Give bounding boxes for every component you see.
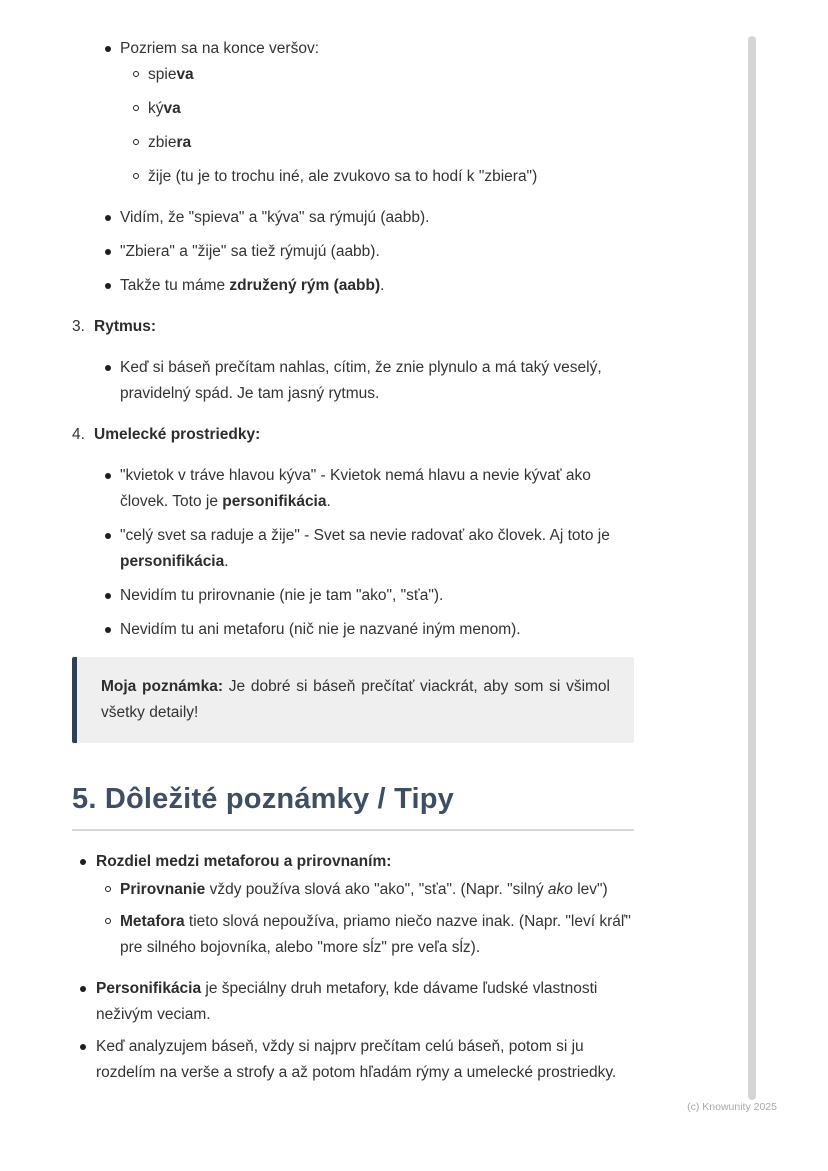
text-segment: spie	[148, 66, 177, 83]
bold-text: va	[163, 100, 181, 117]
circle-bullet-icon	[133, 173, 139, 179]
list-item-text: Nevidím tu prirovnanie (nie je tam "ako", "sťa").	[120, 587, 444, 604]
list-item-text: Keď si báseň prečítam nahlas, cítim, že znie plynulo a má taký veselý, pravidelný spád. Je tam jasný rytmus.	[120, 359, 602, 402]
bullet-icon	[80, 859, 86, 865]
list-item-analysis-workflow	[72, 1034, 634, 1086]
text-segment: .	[326, 493, 331, 510]
bullet-icon	[80, 986, 86, 992]
list-item-text	[148, 66, 194, 83]
italic-text: ako	[547, 881, 573, 898]
text-segment: zbie	[148, 134, 177, 151]
list-item-metaphor-definition	[72, 909, 634, 961]
bullet-icon	[105, 473, 111, 479]
list-item-personification-definition	[72, 976, 634, 1028]
list-item-text: Keď analyzujem báseň, vždy si najprv prečítam celú báseň, potom si ju rozdelím na verše a strofy a až potom hľadám rýmy a umelecké prostriedky.	[96, 1038, 617, 1081]
scrollbar-thumb[interactable]	[748, 36, 756, 1100]
list-item-ending-1	[72, 62, 634, 88]
list-item-tip-difference	[72, 849, 634, 875]
list-item-no-simile	[72, 583, 634, 609]
bullet-icon	[105, 283, 111, 289]
list-item-text: Vidím, že "spieva" a "kýva" sa rýmujú (aabb).	[120, 209, 430, 226]
list-item-personification-1	[72, 463, 634, 515]
bold-text: va	[176, 66, 194, 83]
numbered-item-prostriedky	[72, 422, 634, 448]
numbered-item-title: Umelecké prostriedky:	[94, 426, 261, 443]
list-item-text	[148, 100, 181, 117]
list-item-rytmus-body	[72, 355, 634, 407]
list-item-verse-intro	[72, 36, 634, 62]
list-item-text	[120, 467, 591, 510]
note-text: Je dobré si báseň prečítať viackrát, aby som si všimol všetky detaily!	[101, 678, 610, 721]
bullet-icon	[105, 533, 111, 539]
list-item-text	[120, 881, 608, 898]
bold-text: personifikácia	[222, 493, 327, 510]
list-item-text	[148, 134, 191, 151]
text-segment: "kvietok v tráve hlavou kýva" - Kvietok nemá hlavu a nevie kývať ako človek. Toto je	[120, 467, 591, 510]
list-item-text: žije (tu je to trochu iné, ale zvukovo sa to hodí k "zbiera")	[148, 168, 538, 185]
list-item-text	[120, 277, 384, 294]
bullet-icon	[105, 46, 111, 52]
bullet-icon	[105, 627, 111, 633]
list-item-text	[120, 527, 610, 570]
list-item-ending-4	[72, 164, 634, 190]
bold-text: Metafora	[120, 913, 185, 930]
section-heading: 5. Dôležité poznámky / Tipy	[72, 783, 454, 815]
text-segment: "celý svet sa raduje a žije" - Svet sa nevie radovať ako človek. Aj toto je	[120, 527, 610, 544]
text-segment: je špeciálny druh metafory, kde dávame ľudské vlastnosti neživým veciam.	[96, 980, 598, 1023]
text-segment: .	[380, 277, 385, 294]
note-label: Moja poznámka:	[101, 678, 223, 695]
list-item-rhyme-conclusion	[72, 273, 634, 299]
note-callout	[72, 657, 634, 743]
list-item-personification-2	[72, 523, 634, 575]
bold-text: personifikácia	[120, 553, 225, 570]
text-segment: tieto slová nepoužíva, priamo niečo nazve inak. (Napr. "leví kráľ" pre silného bojovníka, alebo "more sĺz" pre veľa sĺz).	[120, 913, 631, 956]
circle-bullet-icon	[133, 139, 139, 145]
bold-text: združený rým (aabb)	[229, 277, 381, 294]
bullet-icon	[105, 215, 111, 221]
watermark: (c) Knowunity 2025	[687, 1101, 777, 1113]
numbered-item-title: Rytmus:	[94, 318, 157, 335]
text-segment: .	[224, 553, 229, 570]
list-item-ending-2	[72, 96, 634, 122]
bullet-icon	[80, 1044, 86, 1050]
text-segment: lev")	[572, 881, 608, 898]
list-item-simile-definition	[72, 877, 634, 903]
list-item-text: Pozriem sa na konce veršov:	[120, 40, 320, 57]
text-segment: ký	[148, 100, 164, 117]
list-item-text	[120, 913, 631, 956]
circle-bullet-icon	[105, 886, 111, 892]
bullet-icon	[105, 365, 111, 371]
list-item-ending-3	[72, 130, 634, 156]
list-item-text: "Zbiera" a "žije" sa tiež rýmujú (aabb).	[120, 243, 380, 260]
list-item-rhyme-observation-1	[72, 205, 634, 231]
text-segment: vždy používa slová ako "ako", "sťa". (Napr. "silný	[205, 881, 548, 898]
text-segment: Takže tu máme	[120, 277, 230, 294]
numbered-item-rytmus	[72, 314, 634, 340]
circle-bullet-icon	[133, 71, 139, 77]
list-item-text: Rozdiel medzi metaforou a prirovnaním:	[96, 853, 392, 870]
heading-divider	[72, 829, 634, 831]
bold-text: Personifikácia	[96, 980, 202, 997]
bold-text: Prirovnanie	[120, 881, 206, 898]
list-item-text: Nevidím tu ani metaforu (nič nie je nazvané iným menom).	[120, 621, 521, 638]
list-item-text	[96, 980, 597, 1023]
bold-text: ra	[176, 134, 192, 151]
list-number: 3.	[72, 318, 85, 335]
list-item-rhyme-observation-2	[72, 239, 634, 265]
list-number: 4.	[72, 426, 85, 443]
bullet-icon	[105, 593, 111, 599]
document-page	[72, 36, 634, 1086]
circle-bullet-icon	[105, 918, 111, 924]
circle-bullet-icon	[133, 105, 139, 111]
list-item-no-metaphor	[72, 617, 634, 643]
bullet-icon	[105, 249, 111, 255]
